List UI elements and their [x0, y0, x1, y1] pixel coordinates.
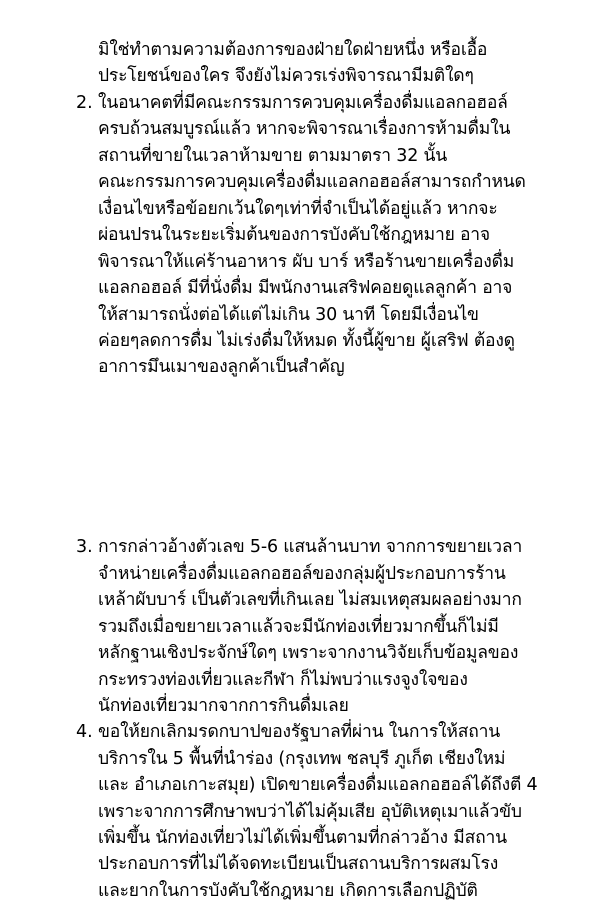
- text-line: แอลกอฮอล์ มีที่นั่งดื่ม มีพนักงานเสริฟคอยดูแลลูกค้า อาจ: [98, 278, 513, 298]
- text-line: กระทรวงท่องเที่ยวและกีฬา ก็ไม่พบว่าแรงจูงใจของ: [98, 670, 468, 690]
- list-number: 2.: [76, 93, 93, 113]
- text-line: ครบถ้วนสมบูรณ์แล้ว หากจะพิจารณาเรื่องการห้ามดื่มใน: [98, 119, 511, 139]
- text-line: จำหน่ายเครื่องดื่มแอลกอฮอล์ของกลุ่มผู้ประกอบการร้าน: [98, 564, 506, 584]
- text-line: และยากในการบังคับใช้กฎหมาย เกิดการเลือกปฏิบัติ: [98, 881, 478, 901]
- text-line: และ อำเภอเกาะสมุย) เปิดขายเครื่องดื่มแอลกอฮอล์ได้ถึงตี 4: [98, 775, 538, 795]
- list-number: 4.: [76, 722, 93, 742]
- text-line: ค่อยๆลดการดื่ม ไม่เร่งดื่มให้หมด ทั้งนี้ผู้ขาย ผู้เสริฟ ต้องดู: [98, 331, 515, 351]
- text-line: พิจารณาให้แค่ร้านอาหาร ผับ บาร์ หรือร้านขายเครื่องดื่ม: [98, 252, 515, 272]
- text-line: คณะกรรมการควบคุมเครื่องดื่มแอลกอฮอล์สามารถกำหนด: [98, 172, 526, 192]
- text-line: เหล้าผับบาร์ เป็นตัวเลขที่เกินเลย ไม่สมเหตุสมผลอย่างมาก: [98, 590, 522, 610]
- text-line: เพราะจากการศึกษาพบว่าได้ไม่คุ้มเสีย อุบัติเหตุเมาแล้วขับ: [98, 802, 522, 822]
- text-line: หลักฐานเชิงประจักษ์ใดๆ เพราะจากงานวิจัยเก็บข้อมูลของ: [98, 643, 519, 663]
- text-line: นักท่องเที่ยวมากจากการกินดื่มเลย: [98, 696, 349, 716]
- text-line: เพิ่มขึ้น นักท่องเที่ยวไม่ได้เพิ่มขึ้นตามที่กล่าวอ้าง มีสถาน: [98, 828, 507, 848]
- text-line: ขอให้ยกเลิกมรดกบาปของรัฐบาลที่ผ่าน ในการให้สถาน: [98, 722, 500, 742]
- text-line: ประโยชน์ของใคร จึงยังไม่ควรเร่งพิจารณามีมติใดๆ: [98, 66, 474, 86]
- text-line: ในอนาคตที่มีคณะกรรมการควบคุมเครื่องดื่มแอลกอฮอล์: [98, 93, 508, 113]
- text-line: ผ่อนปรนในระยะเริ่มต้นของการบังคับใช้กฎหมาย อาจ: [98, 225, 490, 245]
- text-line: การกล่าวอ้างตัวเลข 5-6 แสนล้านบาท จากการขยายเวลา: [98, 537, 523, 557]
- text-line: สถานที่ขายในเวลาห้ามขาย ตามมาตรา 32 นั้น: [98, 146, 448, 166]
- text-line: อาการมึนเมาของลูกค้าเป็นสำคัญ: [98, 357, 345, 377]
- text-line: ให้สามารถนั่งต่อได้แต่ไม่เกิน 30 นาที โดยมีเงื่อนไข: [98, 305, 479, 325]
- list-number: 3.: [76, 537, 93, 557]
- text-line: มิใช่ทำตามความต้องการของฝ่ายใดฝ่ายหนึ่ง หรือเอื้อ: [98, 40, 488, 60]
- text-line: ประกอบการที่ไม่ได้จดทะเบียนเป็นสถานบริการผสมโรง: [98, 854, 499, 874]
- text-line: รวมถึงเมื่อขยายเวลาแล้วจะมีนักท่องเที่ยวมากขึ้นก็ไม่มี: [98, 617, 499, 637]
- text-line: บริการใน 5 พื้นที่นำร่อง (กรุงเทพ ชลบุรี ภูเก็ต เชียงใหม่: [98, 749, 506, 769]
- text-line: เงื่อนไขหรือข้อยกเว้นใดๆเท่าที่จำเป็นได้อยู่แล้ว หากจะ: [98, 199, 498, 219]
